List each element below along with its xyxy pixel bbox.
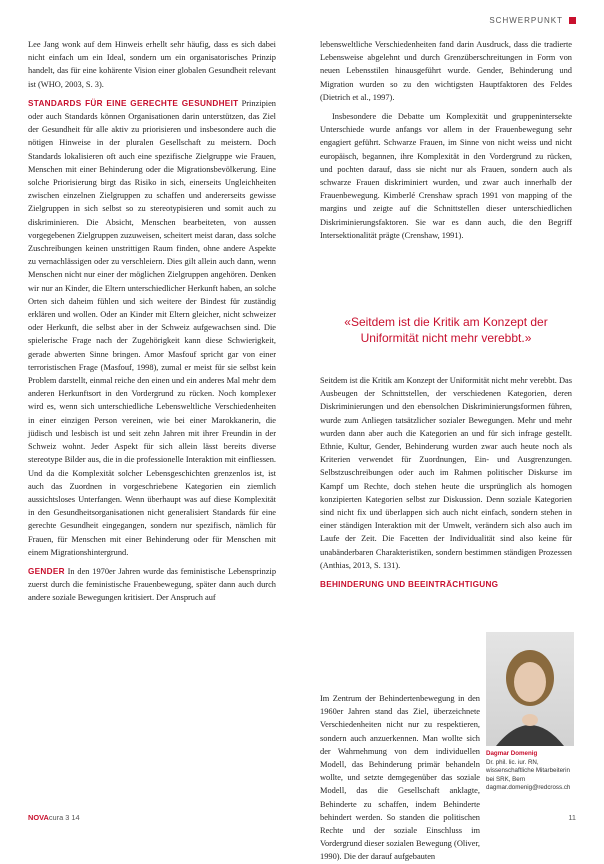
author-photo bbox=[486, 632, 574, 746]
author-details: Dr. phil. lic. iur. RN, wissenschaftliche Mitarbeiterin bei SRK, Bern bbox=[486, 758, 570, 783]
right-column-narrow bbox=[320, 692, 480, 864]
author-portrait-icon bbox=[486, 632, 574, 746]
section-label: SCHWERPUNKT bbox=[489, 16, 563, 25]
author-email[interactable]: dagmar.domenig@redcross.ch bbox=[486, 784, 571, 792]
gender-paragraph bbox=[28, 565, 276, 605]
pull-quote: «Seitdem ist die Kritik am Konzept der Uniformität nicht mehr verebbt.» bbox=[344, 315, 548, 345]
standards-heading: STANDARDS FÜR EINE GERECHTE GESUNDHEIT bbox=[28, 98, 239, 108]
right-paragraph-1: lebensweltliche Verschiedenheiten fand darin Ausdruck, dass die tradierte Lebensweise abgelehnt und durch Grenzüberschreitungen in Form von neuen Lebensstilen hinausgeführt wurde. Gender, Behinderung und Migration wurden so zu den wichtigsten Hauptfaktoren des Feldes (Dietrich et al., 1997). bbox=[320, 40, 572, 102]
standards-text: Prinzipien oder auch Standards können Organisationen darin unterstützen, das Ziel der Gesundheit für alle aktiv zu priorisieren und insbesondere auch die nötigen Hinweise in der pluralen Gesellschaft zu meistern. Doch Standards lokalisieren oft auch eine spezifische Zielgruppe wie Frauen, Menschen mit einer Behinderung oder die Migrationsbevölkerung. Eine solche Priorisierung birgt das Risiko in sich, einerseits Ungleichheiten zwischen einzelnen Zielgruppen zu schaffen und andererseits gewisse Zielgruppen in sich selbst so zu stereotypisieren und somit auch zu diskriminieren. Die Absicht, Menschen bearbeiteten, von aussen vorgegebenen Zielgruppen zuzuweisen, scheitert meist daran, dass solche Zuschreibungen keinen unstrittigen Raum finden, ohne andere Aspekte zu vernachlässigen oder zu verschleiern. Dies gilt allein auch dann, wenn Menschen nicht nur einer der möglichen Zielgruppen angehören. Denken wir nur an Kinder, die Eltern unterschiedlicher Herkunft haben, an solche Orten sich daheim fühlen und sich weitere der Bindest für zuständig erklären und wollen. Oder an Kinder mit Eltern gleicher, nicht schweizer oder Herkunft, die selbst aber in der Schweiz aufgewachsen sind. Die spielerische Frage nach der Zugehörigkeit kann diese Schwierigkeit, gerade abwerten Sinne bringen. Amor Masfouf spricht gar von einer terroristischen Frage (Masfouf, 1998), zumal er meist für sie selbst kein Problem darstellt, einmal reiche den einen und ein anderes Mal mehr dem anderen Herkunftsort in den Vordergrund zu rücken. Noch komplexer wird es, wenn sich unterschiedliche Lebensweltliche Verschiedenheiten in einer einzigen Person vereinen, wie bei einer Marokkanerin, die jüdisch und lesbisch ist und seit zehn Jahren mit ihrer Freundin in der Schweiz wohnt. Jeder Aspekt für sich allein lässt bereits diverse stereotype Bilder aus, die in die professionelle Interaktion mit einfliessen. Und da die Komplexität solcher Lebensgeschichten grenzenlos ist, ist auch das Zuordnen in vorgeschriebene Kategorien ein ziemlich aussichtsloses Unterfangen. Wenn überhaupt was auf diese Komplexität in den Gesundheitsorganisationen nicht generalisiert Standards für eine gerechte Gesundheit eingegangen, sondern nur spezifisch, nämlich für Frauen, für Menschen mit einer Behinderung oder für Menschen mit einem Migrationshintergrund. bbox=[28, 98, 276, 557]
footer-brand bbox=[28, 813, 80, 822]
brand-name-b: cura bbox=[48, 813, 64, 822]
intro-paragraph: Lee Jang wonk auf dem Hinweis erhellt sehr häufig, dass es sich dabei nicht einfach um ein Ideal, sondern um ein organisatorisches Prinzip handelt, das für eine kohärente Vision einer globalen Gesundheit relevant ist (WHO, 2003, S. 3). bbox=[28, 40, 276, 89]
right-paragraph-2: Insbesondere die Debatte um Komplexität und gruppenintersekte Unterschiede wurde anfangs vor allem in der Frauenbewegung sehr engagiert geführt. Schwarze Frauen, im Sinne von nicht weiss und nicht europäisch, begannen, ihre Komplexität in den Vordergrund zu rücken, und pochten darauf, dass sie nicht nur als Frauen, sondern auch als schwarze Frauen diskriminiert wurden, und zwar auch innerhalb der Frauenbewegung. Kimberlé Crenshaw sprach 1991 von mapping of the margins und zeigte auf die Schnittstellen dieser unterschiedlichen Diskriminierungsfaktoren. Sie war es dann auch, die den Begriff Intersektionalität prägte (Crenshaw, 1991). bbox=[320, 112, 572, 240]
gender-heading: GENDER bbox=[28, 566, 65, 576]
behinderung-heading: BEHINDERUNG UND BEEINTRÄCHTIGUNG bbox=[320, 580, 499, 590]
page-header bbox=[489, 16, 576, 25]
right-paragraph-3: Seitdem ist die Kritik am Konzept der Uniformität nicht mehr verebbt. Das Ausbeugen der Schnittstellen, der verschiedenen Kategorien, deren Diskriminierungen und den ebensolchen Diskriminierungsformen führen, wurde zum Anliegen tatsätzlicher sozialer Bewegungen. Mehr und mehr wurden dann aber auch die Kategorien an und für sich infrage gestellt. Ethnie, Kultur, Gender, Behinderung wurden zwar auch heute noch als Kriterien verwendet für Zuordnungen, Ein- und Ausgrenzungen. Selbstzuschreibungen oder auch im Rahmen politischer Diskurse im Kampf um Rechte, doch stehen heute die ursprünglich als homogen konzipierten Kategorien selbst zur Diskussion. Denn soziale Kategorien sind nicht fix und überlappen sich auch nicht einfach, sondern stehen in einer ständigen Interaktion mit der Umwelt, verändern sich also auch im Laufe der Zeit. Die Facetten der Individualität sind also keine für unabänderbaren Charakteristiken, sondern bestimmen ständigen Prozessen (Anthias, 2013, S. 131). bbox=[320, 376, 572, 570]
gender-text: In den 1970er Jahren wurde das feministische Lebensprinzip zuerst durch die feministische Frauenbewegung, später dann auch durch andere soziale Bewegungen kritisiert. Der Anspruch auf bbox=[28, 566, 277, 603]
page-footer bbox=[28, 813, 576, 822]
left-column bbox=[28, 38, 276, 611]
author-name: Dagmar Domenig bbox=[486, 750, 538, 757]
behinderung-paragraph bbox=[320, 578, 572, 591]
right-column-lower bbox=[320, 374, 572, 597]
author-caption bbox=[486, 750, 576, 793]
section-marker-icon bbox=[569, 17, 576, 24]
right-column-top bbox=[320, 38, 572, 248]
page-number: 11 bbox=[568, 813, 576, 822]
behinderung-text: Im Zentrum der Behindertenbewegung in den 1960er Jahren stand das Ziel, überzeichnete Verschiedenheiten nicht nur zu respektieren, sondern auch anzuerkennen. Man wollte sich der Wahrnehmung von dem individuellen Modell, das Behinderung primär behandeln wollte, und setzte demgegenüber das soziale Modell, das die Gesellschaft anklagte, Behinderte zu schaffen, indem Behinderte behindert werden. So standen die politischen Rechte und der soziale Einschluss im Vordergrund dieser sozialen Bewegung (Oliver, 1990). Die der darauf aufgebauten bbox=[320, 694, 480, 862]
issue-number: 3 14 bbox=[65, 813, 80, 822]
brand-name-a: NOVA bbox=[28, 813, 49, 822]
standards-paragraph bbox=[28, 97, 276, 559]
